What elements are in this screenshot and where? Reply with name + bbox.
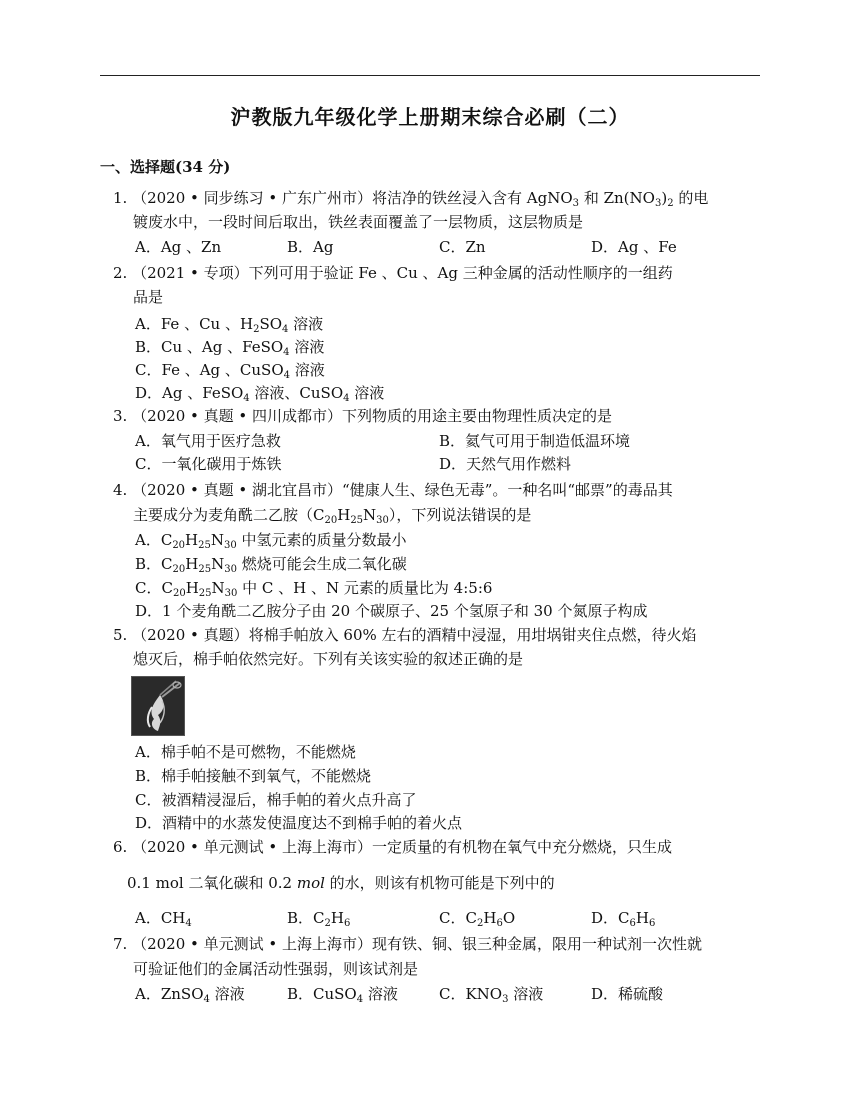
question-5-cont: 熄灭后，棉手帕依然完好。下列有关该实验的叙述正确的是: [133, 650, 524, 668]
question-6-cont: 0.1 mol 二氧化碳和 0.2 mol 的水，则该有机物可能是下列中的: [127, 874, 555, 892]
q6-option-a: A．$CH_4$: [135, 909, 192, 929]
q3-option-a: A．氧气用于医疗急救: [135, 432, 281, 450]
q7-option-d: D．稀硫酸: [591, 985, 664, 1003]
q7-option-b: B．CuSO$_4$ 溶液: [287, 985, 398, 1005]
question-1: 1. （2020 • 同步练习 • 广东广州市）将洁净的铁丝浸入含有 AgNO$_3$ 和 $Zn(NO_3)_2$ 的电: [113, 189, 709, 209]
q2-option-c: C．Fe 、Ag 、CuSO$_4$ 溶液: [135, 361, 325, 381]
q4-option-b: B．$C_{20}H_{25}N_{30}$ 燃烧可能会生成二氧化碳: [135, 555, 407, 575]
q4-option-d: D．1 个麦角酰二乙胺分子由 20 个碳原子、25 个氢原子和 30 个氮原子构成: [135, 602, 648, 620]
q6-option-c: C．$C_2H_6O$: [439, 909, 516, 929]
q5-option-b: B．棉手帕接触不到氧气，不能燃烧: [135, 767, 372, 785]
q3-option-b: B．氦气可用于制造低温环境: [439, 432, 631, 450]
q6-option-b: B．$C_2H_6$: [287, 909, 351, 929]
question-7-cont: 可验证他们的金属活动性强弱，则该试剂是: [133, 960, 419, 978]
question-5: 5. （2020 • 真题）将棉手帕放入 60% 左右的酒精中浸湿，用坩埚钳夹住点燃，待火焰: [113, 626, 697, 644]
burning-handkerchief-photo: [131, 676, 185, 736]
question-3: 3. （2020 • 真题 • 四川成都市）下列物质的用途主要由物理性质决定的是: [113, 407, 613, 425]
q2-option-a: A．Fe 、Cu 、$H_2SO_4$ 溶液: [135, 315, 324, 335]
q1-option-d: D．Ag 、Fe: [591, 238, 677, 256]
question-4-cont: 主要成分为麦角酰二乙胺$(C_{20}H_{25}N_{30})$，下列说法错误的是: [133, 506, 532, 526]
question-1-cont: 镀废水中，一段时间后取出，铁丝表面覆盖了一层物质，这层物质是: [133, 213, 584, 231]
q1-option-b: B．Ag: [287, 238, 334, 256]
section-heading: 一、选择题(34 分): [100, 158, 231, 176]
q6-option-d: D．$C_6H_6$: [591, 909, 656, 929]
q2-option-b: B．Cu 、Ag 、FeSO$_4$ 溶液: [135, 338, 325, 358]
q2-option-d: D．Ag 、FeSO$_4$ 溶液、CuSO$_4$ 溶液: [135, 384, 385, 404]
question-7: 7. （2020 • 单元测试 • 上海上海市）现有铁、铜、银三种金属，限用一种试剂一次性就: [113, 935, 703, 953]
q5-option-d: D．酒精中的水蒸发使温度达不到棉手帕的着火点: [135, 814, 463, 832]
question-6: 6. （2020 • 单元测试 • 上海上海市）一定质量的有机物在氧气中充分燃烧，只生成: [113, 838, 673, 856]
question-2: 2. （2021 • 专项）下列可用于验证 Fe 、Cu 、Ag 三种金属的活动性顺序的一组药: [113, 264, 673, 282]
q1-option-c: C．Zn: [439, 238, 486, 256]
top-rule: [100, 75, 760, 76]
q5-option-c: C．被酒精浸湿后，棉手帕的着火点升高了: [135, 791, 417, 809]
q3-option-d: D．天然气用作燃料: [439, 455, 572, 473]
q4-option-c: C．$C_{20}H_{25}N_{30}$ 中 C 、H 、N 元素的质量比为 4:5:6: [135, 579, 493, 599]
question-4: 4. （2020 • 真题 • 湖北宜昌市）“健康人生、绿色无毒”。一种名叫“邮票”的毒品其: [113, 481, 673, 499]
q1-option-a: A．Ag 、Zn: [135, 238, 222, 256]
q4-option-a: A．$C_{20}H_{25}N_{30}$ 中氢元素的质量分数最小: [135, 531, 407, 551]
q7-option-c: C．$KNO_3$ 溶液: [439, 985, 544, 1005]
question-2-cont: 品是: [133, 288, 164, 306]
q3-option-c: C．一氧化碳用于炼铁: [135, 455, 282, 473]
q7-option-a: A．ZnSO$_4$ 溶液: [135, 985, 245, 1005]
q5-option-a: A．棉手帕不是可燃物，不能燃烧: [135, 743, 356, 761]
page-title: 沪教版九年级化学上册期末综合必刷（二）: [230, 105, 630, 129]
